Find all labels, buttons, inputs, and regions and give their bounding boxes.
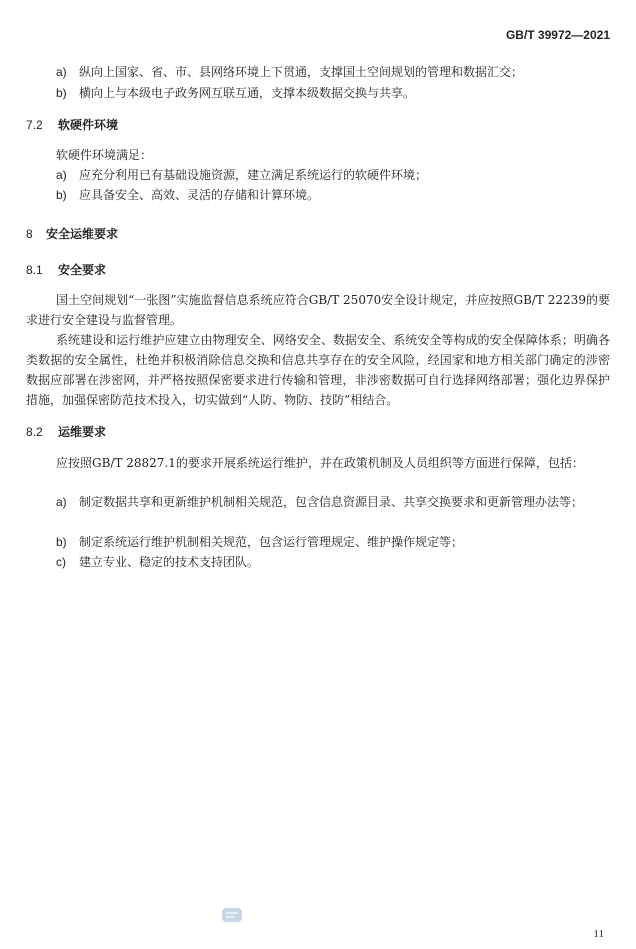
section-number: 8.1 <box>26 263 43 277</box>
list-item <box>56 552 610 572</box>
list-marker: a) <box>56 168 67 182</box>
list-text: 建立专业、稳定的技术支持团队。 <box>79 555 260 569</box>
list-text: 制定数据共享和更新维护机制相关规范，包含信息资源目录、共享交换要求和更新管理办法等； <box>79 495 584 509</box>
list-text: 横向上与本级电子政务网互联互通，支撑本级数据交换与共享。 <box>79 86 416 100</box>
list-text: 应充分利用已有基础设施资源，建立满足系统运行的软硬件环境； <box>79 168 428 182</box>
section-number: 8 <box>26 227 33 241</box>
paragraph: 应按照GB/T 28827.1的要求开展系统运行维护，并在政策机制及人员组织等方面进行保障，包括： <box>56 456 584 470</box>
paragraph: 国土空间规划“一张图”实施监督信息系统应符合GB/T 25070安全设计规定，并应按照GB/T 22239的要求进行安全建设与监督管理。 <box>26 293 610 327</box>
list-text: 应具备安全、高效、灵活的存储和计算环境。 <box>79 188 320 202</box>
list-item <box>56 165 610 185</box>
standard-code: GB/T 39972—2021 <box>505 28 610 42</box>
list-marker: a) <box>56 65 67 79</box>
list-marker: b) <box>56 86 67 100</box>
list-item <box>56 83 610 103</box>
list-item <box>56 492 610 512</box>
section-title: 运维要求 <box>58 425 107 439</box>
list-item <box>56 185 610 205</box>
page-number: 11 <box>593 928 604 940</box>
list-text: 制定系统运行维护机制相关规范，包含运行管理规定、维护操作规定等； <box>79 535 464 549</box>
list-text: 纵向上国家、省、市、县网络环境上下贯通，支撑国土空间规划的管理和数据汇交； <box>79 65 524 79</box>
list-marker: b) <box>56 535 67 549</box>
section-intro: 软硬件环境满足： <box>56 148 153 162</box>
section-heading-7-2 <box>26 115 118 135</box>
list-marker: b) <box>56 188 67 202</box>
list-item <box>56 62 610 82</box>
section-number: 7.2 <box>26 118 43 132</box>
section-title: 安全要求 <box>58 263 107 277</box>
section-number: 8.2 <box>26 425 43 439</box>
section-title: 安全运维要求 <box>46 227 119 241</box>
section-heading-8-1 <box>26 260 106 280</box>
list-marker: c) <box>56 555 66 569</box>
section-heading-8 <box>26 224 118 244</box>
watermark-logo-icon <box>221 906 243 924</box>
list-marker: a) <box>56 495 67 509</box>
section-title: 软硬件环境 <box>58 118 119 132</box>
section-heading-8-2 <box>26 422 106 442</box>
paragraph: 系统建设和运行维护应建立由物理安全、网络安全、数据安全、系统安全等构成的安全保障体系；明确各类数据的安全属性，杜绝并积极消除信息交换和信息共享存在的安全风险，经国家和地方相关部门确定的涉密数据应部署在涉密网，并严格按照保密要求进行传输和管理，非涉密数据可自行选择网络部署；强化边界保护措施，加强保密防范技术投入，切实做到“人防、物防、技防”相结合。 <box>26 333 610 407</box>
list-item <box>56 532 610 552</box>
